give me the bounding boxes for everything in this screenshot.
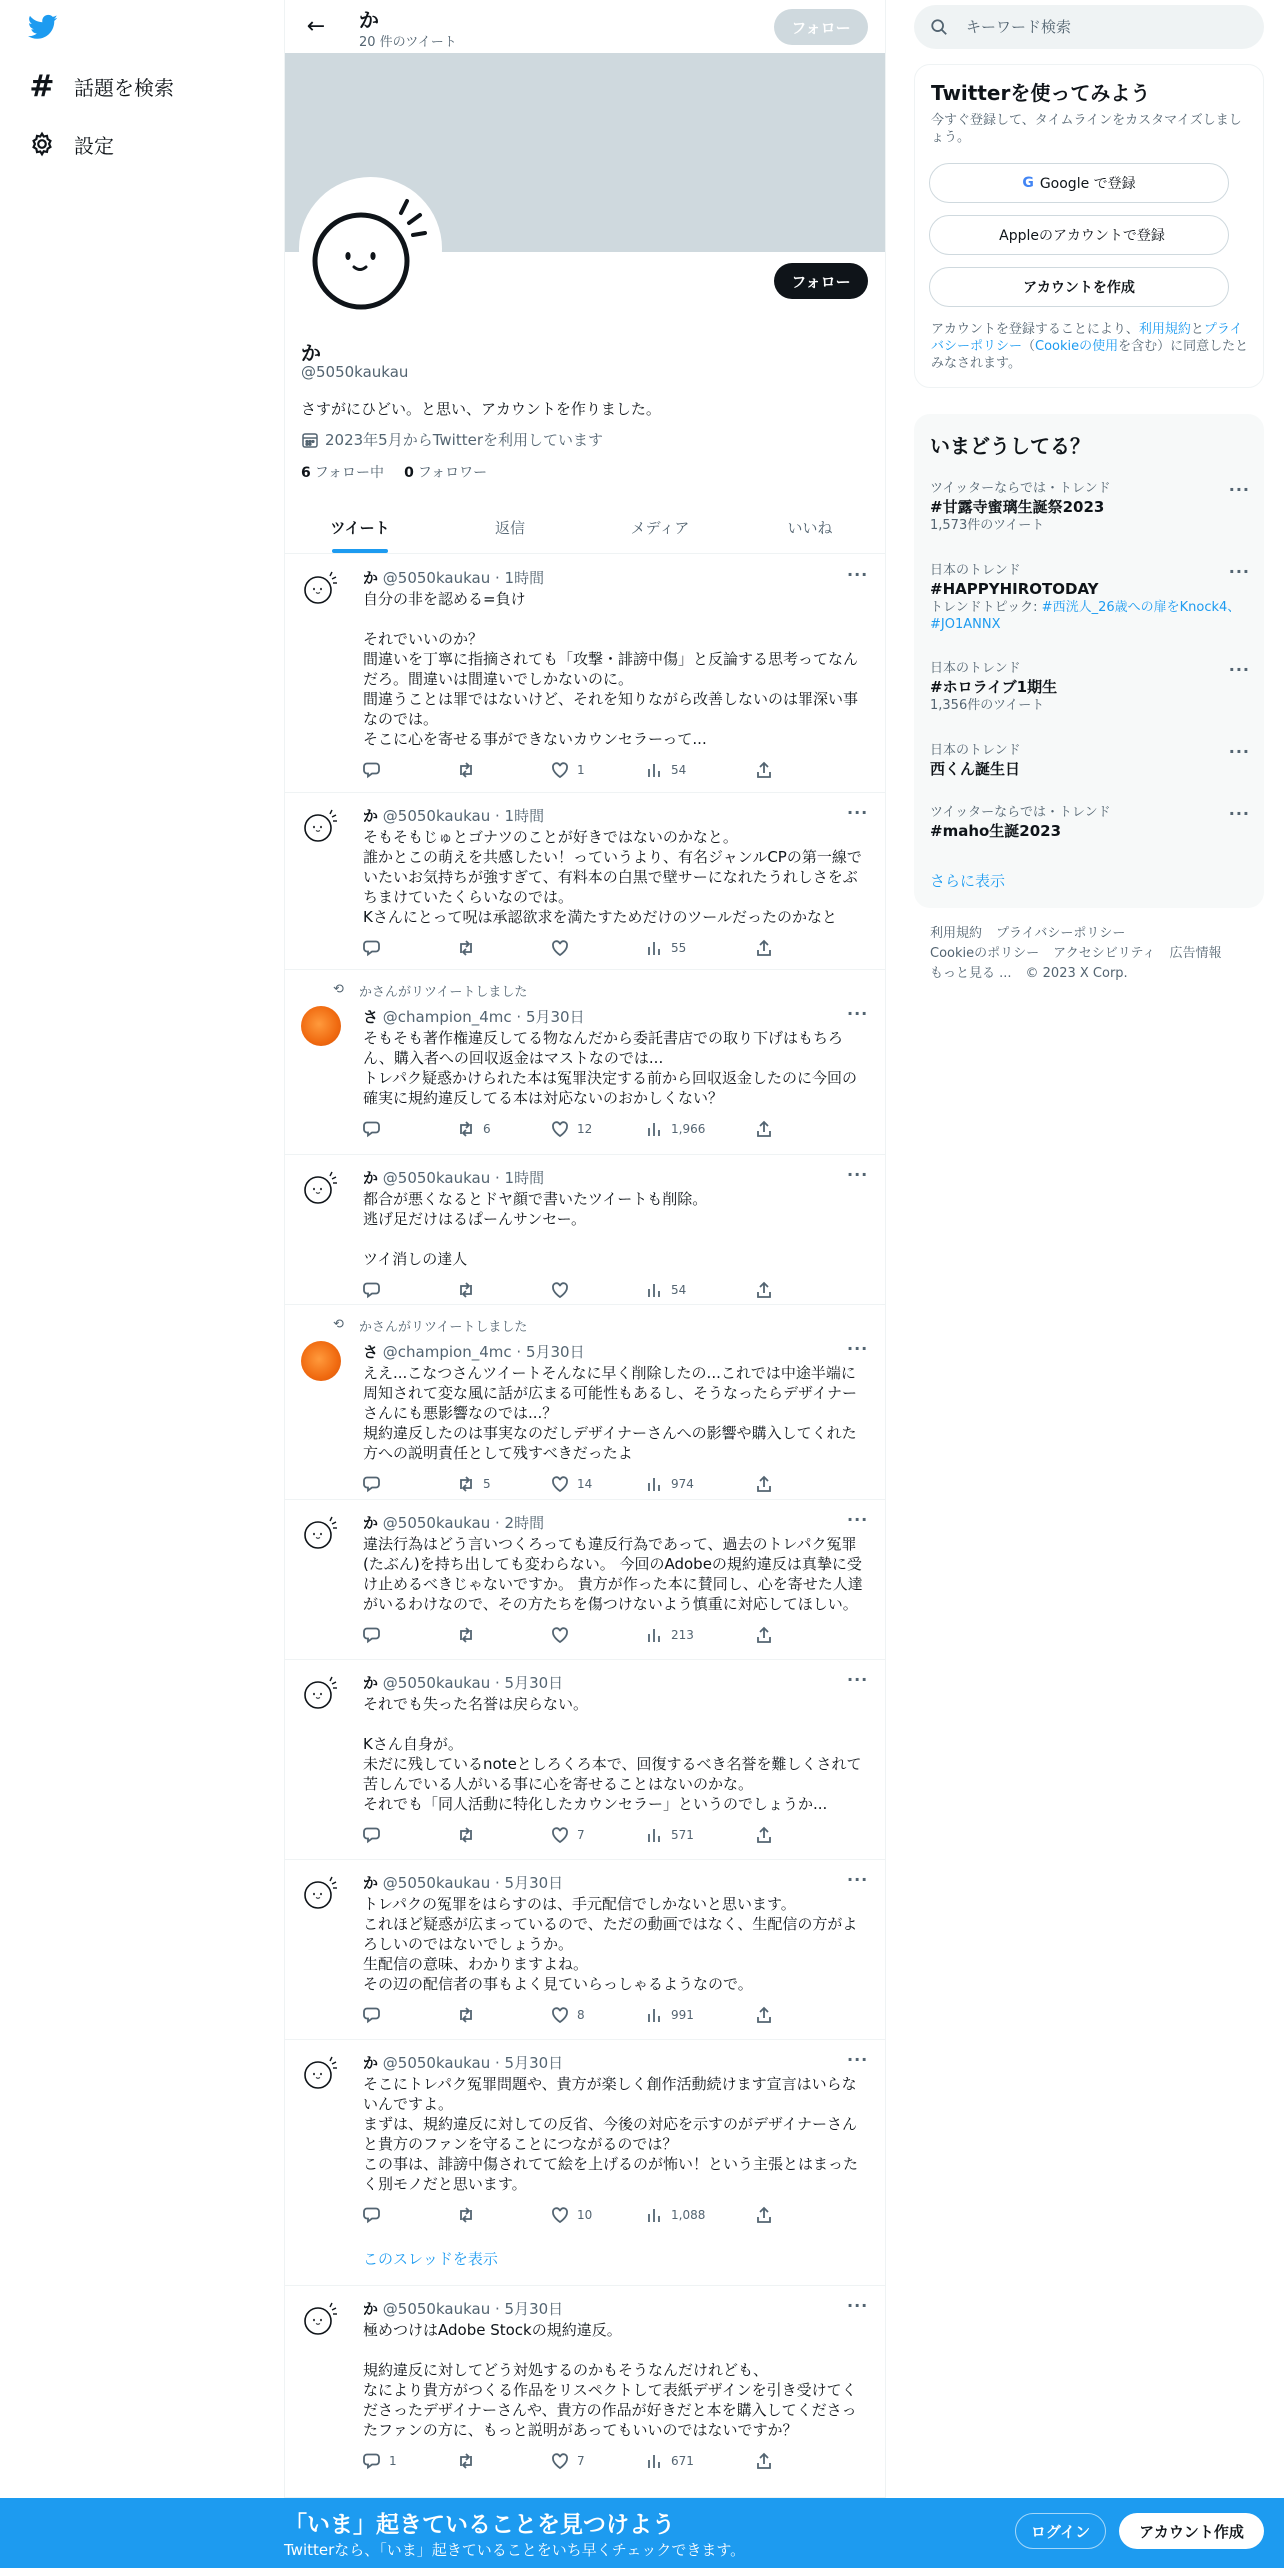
views-button[interactable] (645, 2452, 694, 2470)
retweet-icon (457, 2452, 475, 2470)
tweet-time[interactable]: 5月30日 (504, 2300, 564, 2318)
apple-signup-button[interactable]: Appleのアカウントで登録 (929, 215, 1229, 255)
heart-button[interactable] (551, 2206, 592, 2224)
header-name: か (359, 8, 379, 32)
trend-item[interactable]: 日本のトレンド #ホロライブ1期生 1,356件のツイート ··· (930, 660, 1250, 713)
heart-icon (551, 1626, 569, 1644)
retweeted-by: かさんがリツイートしました (359, 985, 528, 1000)
signup-title: Twitterを使ってみよう (931, 81, 1151, 105)
profile-handle: @5050kaukau (301, 363, 409, 381)
views-button[interactable] (645, 939, 686, 957)
login-button[interactable]: ログイン (1015, 2513, 1106, 2549)
views-icon (645, 761, 663, 779)
search-box[interactable] (914, 5, 1264, 49)
retweeted-by: かさんがリツイートしました (359, 1320, 528, 1335)
tweet-author-handle[interactable]: @5050kaukau (382, 1874, 491, 1892)
show-thread-link[interactable]: このスレッドを表示 (363, 2250, 498, 2268)
tweet-avatar[interactable] (301, 1341, 341, 1381)
tweet-text: そもそも著作権違反してる物なんだから委託書店での取り下げはもちろん、購入者への回収返金はマストなのでは... トレパク疑惑かけられた本は冤罪決定する前から回収返金したのに今回の確実に規約違反してる本は対応ないのおかしくない？ (363, 1029, 857, 1107)
twitter-logo-icon[interactable] (26, 12, 62, 44)
tweet-header: さ @champion_4mc · 5月30日 (363, 1008, 585, 1026)
share-button[interactable] (755, 1120, 781, 1138)
trends-title: いまどうしてる？ (930, 434, 1090, 458)
tweet[interactable] (285, 1155, 885, 1305)
heart-button[interactable] (551, 2006, 585, 2024)
views-count: 54 (671, 1283, 687, 1297)
tweet-text: トレパクの冤罪をはらすのは、手元配信でしかないと思います。 これほど疑惑が広まっているので、ただの動画ではなく、生配信の方がよろしいのではないでしょうか。 生配信の意味、わかりますよね。 その辺の配信者の事もよく見ていらっしゃるようなので。 (363, 1895, 858, 1993)
reply-icon (363, 2006, 381, 2024)
signup-legal: アカウントを登録することにより、利用規約とプライバシーポリシー（Cookieの使用を含む）に同意したとみなされます。 (931, 322, 1249, 371)
search-input[interactable] (966, 18, 1246, 36)
likes-count: 14 (577, 1477, 593, 1491)
trend-item[interactable]: ツイッターならでは・トレンド #甘露寺蜜璃生誕祭2023 1,573件のツイート ··· (930, 480, 1250, 533)
share-button[interactable] (755, 2206, 781, 2224)
footer-ads[interactable]: 広告情報 (1169, 946, 1222, 961)
search-icon (930, 18, 948, 36)
views-icon (645, 1281, 663, 1299)
trend-item[interactable]: 日本のトレンド 西くん誕生日 ··· (930, 742, 1250, 778)
retweet-icon (457, 1626, 475, 1644)
tweet[interactable] (285, 2040, 885, 2286)
retweet-button[interactable] (457, 1475, 491, 1493)
reply-button[interactable] (363, 1626, 389, 1644)
likes-count: 1 (577, 763, 585, 777)
views-count: 991 (671, 2008, 694, 2022)
calendar-icon (301, 431, 319, 449)
heart-button[interactable] (551, 1281, 577, 1299)
footer-privacy[interactable]: プライバシーポリシー (996, 926, 1126, 941)
retweet-icon (457, 1826, 475, 1844)
more-icon[interactable]: ··· (847, 1510, 869, 1529)
show-more-link[interactable]: さらに表示 (930, 872, 1006, 890)
share-button[interactable] (755, 2452, 781, 2470)
tweet-actions (363, 1281, 793, 1301)
retweet-icon (457, 2006, 475, 2024)
tweet-header: か @5050kaukau · 1時間 (363, 569, 545, 587)
reply-button[interactable] (363, 1826, 389, 1844)
views-button[interactable] (645, 761, 686, 779)
share-icon (755, 1281, 773, 1299)
retweet-icon: ⟲ (333, 982, 344, 997)
reply-icon (363, 761, 381, 779)
more-icon[interactable]: ··· (1228, 562, 1250, 581)
tweet-time[interactable]: 2時間 (504, 1514, 545, 1532)
profile-stats (301, 462, 487, 482)
signup-subtitle: 今すぐ登録して、タイムラインをカスタマイズしましょう。 (931, 113, 1242, 145)
profile-joined-text: 2023年5月からTwitterを利用しています (325, 431, 603, 449)
tweet-header: さ @champion_4mc · 5月30日 (363, 1343, 585, 1361)
tweet-header: か @5050kaukau · 5月30日 (363, 1674, 564, 1692)
views-icon (645, 939, 663, 957)
footer-accessibility[interactable]: アクセシビリティ (1053, 946, 1156, 961)
tweet[interactable] (285, 555, 885, 793)
tweet-actions (363, 1826, 793, 1846)
likes-count: 7 (577, 2454, 585, 2468)
reply-icon (363, 1281, 381, 1299)
reply-icon (363, 1120, 381, 1138)
reply-button[interactable] (363, 1120, 389, 1138)
share-icon (755, 761, 773, 779)
follow-button[interactable]: フォロー (774, 263, 868, 299)
tweet-header: か @5050kaukau · 5月30日 (363, 2300, 564, 2318)
retweet-button[interactable] (457, 2452, 483, 2470)
tweet-actions (363, 1475, 793, 1495)
footer-more[interactable]: もっと見る ... (930, 966, 1012, 981)
tweet-text: そもそもじゅとゴナツのことが好きではないのかなと。 誰かとこの萌えを共感したい！っていうより、有名ジャンルCPの第一線でいたいお気持ちが強すぎて、有料本の白黒で壁サーになれたうれしさをぶちまけていたくらいなのでは。 Kさんにとって呪は承認欲求を満たすためだけのツールだったのかなと (363, 828, 862, 926)
google-signup-button[interactable]: G Google で登録 (929, 163, 1229, 203)
tweet-header: か @5050kaukau · 2時間 (363, 1514, 545, 1532)
trend-item[interactable]: 日本のトレンド #HAPPYHIROTODAY トレンドトピック: #西洸人_26歳への扉をKnock4、#JO1ANNX ··· (930, 562, 1250, 632)
heart-icon (551, 2006, 569, 2024)
signup-card (914, 64, 1264, 388)
views-button[interactable] (645, 2006, 694, 2024)
tweet-author-handle[interactable]: @5050kaukau (382, 807, 491, 825)
terms-link[interactable]: 利用規約 (1138, 322, 1191, 337)
gear-icon (26, 128, 58, 160)
tweet-time[interactable]: 5月30日 (504, 2054, 564, 2072)
retweet-icon (457, 939, 475, 957)
tweet-header: か @5050kaukau · 5月30日 (363, 2054, 564, 2072)
heart-icon (551, 939, 569, 957)
tweet-author-handle[interactable]: @5050kaukau (382, 2054, 491, 2072)
privacy-link[interactable]: プライバシーポリシー (931, 322, 1243, 354)
more-icon[interactable]: ··· (1228, 804, 1250, 823)
heart-icon (551, 2452, 569, 2470)
reply-button[interactable] (363, 939, 389, 957)
nav-settings-label: 設定 (74, 133, 114, 158)
share-button[interactable] (755, 2006, 781, 2024)
more-icon[interactable]: ··· (847, 565, 869, 584)
tweet-avatar[interactable] (301, 1512, 341, 1552)
tweet-author-name[interactable]: か (363, 807, 379, 825)
heart-button[interactable] (551, 1120, 592, 1138)
bottom-bar-subtitle: Twitterなら、「いま」起きていることをいち早くチェックできます。 (284, 2541, 746, 2559)
retweets-count: 6 (483, 1122, 491, 1136)
tweet-author-name[interactable]: か (363, 1169, 379, 1187)
tweet-text: 極めつけはAdobe Stockの規約違反。 規約違反に対してどう対処するのかもそうなんだけれども、 なにより貴方がつくる作品をリスペクトして表紙デザインを引き受けてくださったデザイナーさんや、貴方の作品が好きだと本を購入してくださったファンの方に、もっと説明があってもいいのではないですか？ (363, 2321, 857, 2439)
trend-topic-links[interactable]: #西洸人_26歳への扉をKnock4、#JO1ANNX (930, 600, 1241, 632)
heart-button[interactable] (551, 761, 585, 779)
tweet-time[interactable]: 5月30日 (525, 1008, 585, 1026)
tweet-text: それでも失った名誉は戻らない。 Kさん自身が。 未だに残しているnoteとしろくろ本で、回復するべき名誉を難しくされて苦しんでいる人がいる事に心を寄せることはないのかな。 それでも「同人活動に特化したカウンセラー」というのでしょうか... (363, 1695, 862, 1813)
more-icon[interactable]: ··· (847, 1670, 869, 1689)
tweet-author-handle[interactable]: @5050kaukau (382, 1514, 491, 1532)
more-icon[interactable]: ··· (847, 2296, 869, 2315)
tweet-time[interactable]: 5月30日 (504, 1874, 564, 1892)
heart-icon (551, 1826, 569, 1844)
tweet-avatar[interactable] (301, 1872, 341, 1912)
back-arrow-icon[interactable]: ← (306, 14, 326, 39)
views-icon (645, 1120, 663, 1138)
tweet-actions (363, 939, 793, 959)
share-button[interactable] (755, 1281, 781, 1299)
retweet-button[interactable] (457, 1626, 483, 1644)
heart-icon (551, 1475, 569, 1493)
doodle-face-icon (303, 181, 438, 316)
nav-explore[interactable] (26, 68, 174, 104)
tweet-avatar[interactable] (301, 567, 341, 607)
tweet-time[interactable]: 1時間 (504, 807, 545, 825)
reply-button[interactable] (363, 761, 389, 779)
following-link[interactable]: 6 フォロー中 (301, 465, 385, 481)
signup-button[interactable]: アカウント作成 (1119, 2513, 1264, 2549)
profile-header-bar (285, 0, 885, 53)
retweet-icon (457, 1281, 475, 1299)
signup-bottom-bar (0, 2498, 1284, 2568)
views-icon (645, 1826, 663, 1844)
tweet-time[interactable]: 1時間 (504, 569, 545, 587)
tweet-text: 自分の非を認める=負け それでいいのか？ 間違いを丁寧に指摘されても「攻撃・誹謗中傷」と反論する思考ってなんだろ。間違いは間違いでしかないのに。 間違うことは罪ではないけど、それを知りながら改善しないのは罪深い事なのでは。 そこに心を寄せる事ができないカウンセラーって... (363, 590, 859, 748)
profile-column (284, 0, 886, 2498)
retweet-button[interactable] (457, 939, 483, 957)
likes-count: 8 (577, 2008, 585, 2022)
tweet-actions (363, 2452, 793, 2472)
tweet-author-name[interactable]: さ (363, 1343, 379, 1361)
views-button[interactable] (645, 1626, 694, 1644)
profile-avatar[interactable] (299, 177, 442, 320)
share-icon (755, 1626, 773, 1644)
tweet-author-name[interactable]: か (363, 1674, 379, 1692)
retweet-icon (457, 2206, 475, 2224)
tweet-text: 違法行為はどう言いつくろっても違反行為であって、過去のトレパク冤罪(たぶん)を持ち出しても変わらない。 今回のAdobeの規約違反は真摯に受け止めるべきじゃないですか。 貴方が作った本に賛同し、心を寄せた人達がいるわけなので、その方たちを傷つけないよう慎重に対応してほしい。 (363, 1535, 863, 1613)
more-icon[interactable]: ··· (847, 803, 869, 822)
reply-icon (363, 2206, 381, 2224)
views-count: 1,966 (671, 1122, 706, 1136)
views-button[interactable] (645, 1826, 694, 1844)
tweet-actions (363, 2206, 793, 2226)
tweet[interactable] (285, 1500, 885, 1660)
tweet[interactable] (285, 970, 885, 1155)
tweet[interactable] (285, 1860, 885, 2040)
reply-icon (363, 939, 381, 957)
views-count: 55 (671, 941, 687, 955)
views-button[interactable] (645, 1120, 705, 1138)
tab-media[interactable]: メディア (630, 518, 690, 537)
retweet-button[interactable] (457, 1120, 491, 1138)
views-icon (645, 2006, 663, 2024)
heart-button[interactable] (551, 1475, 592, 1493)
share-button[interactable] (755, 761, 781, 779)
retweet-button[interactable] (457, 2206, 483, 2224)
heart-button[interactable] (551, 1626, 577, 1644)
tweet[interactable] (285, 793, 885, 970)
replies-count: 1 (389, 2454, 397, 2468)
tweet-author-handle[interactable]: @5050kaukau (382, 2300, 491, 2318)
tab-likes[interactable]: いいね (787, 518, 833, 537)
reply-button[interactable] (363, 2452, 397, 2470)
profile-joined (301, 429, 603, 450)
retweet-button[interactable] (457, 1826, 483, 1844)
footer-cookie[interactable]: Cookieのポリシー (930, 946, 1040, 961)
retweet-icon: ⟲ (333, 1317, 344, 1332)
tweet-author-name[interactable]: か (363, 1514, 379, 1532)
header-follow-button[interactable]: フォロー (774, 9, 868, 45)
retweet-button[interactable] (457, 2006, 483, 2024)
views-button[interactable] (645, 1281, 686, 1299)
tweet-author-name[interactable]: か (363, 2300, 379, 2318)
share-icon (755, 2206, 773, 2224)
more-icon[interactable]: ··· (847, 1165, 869, 1184)
tab-tweets[interactable]: ツイート (285, 501, 435, 553)
bottom-bar-title: 「いま」起きていることを見つけよう (284, 2512, 675, 2538)
heart-icon (551, 761, 569, 779)
share-button[interactable] (755, 939, 781, 957)
tweet-actions (363, 1120, 793, 1140)
share-icon (755, 1826, 773, 1844)
likes-count: 12 (577, 1122, 593, 1136)
tweet-header: か @5050kaukau · 1時間 (363, 1169, 545, 1187)
more-icon[interactable]: ··· (1228, 660, 1250, 679)
tweet-avatar[interactable] (301, 2052, 341, 2092)
reply-button[interactable] (363, 2206, 389, 2224)
views-count: 54 (671, 763, 687, 777)
more-icon[interactable]: ··· (847, 1870, 869, 1889)
followers-link[interactable]: 0 フォロワー (404, 465, 488, 481)
footer-terms[interactable]: 利用規約 (930, 926, 983, 941)
more-icon[interactable]: ··· (847, 2050, 869, 2069)
views-icon (645, 2452, 663, 2470)
tweet-author-handle[interactable]: @5050kaukau (382, 1169, 491, 1187)
retweet-icon (457, 1120, 475, 1138)
views-count: 974 (671, 1477, 694, 1491)
reply-button[interactable] (363, 1281, 389, 1299)
share-button[interactable] (755, 1475, 781, 1493)
tweet-author-name[interactable]: か (363, 1874, 379, 1892)
left-nav (0, 0, 284, 2568)
tweet-author-handle[interactable]: @5050kaukau (382, 1674, 491, 1692)
cookie-link[interactable]: Cookieの使用 (1035, 339, 1119, 354)
header-tweet-count: 20 件のツイート (359, 35, 457, 50)
tweet-avatar[interactable] (301, 1672, 341, 1712)
retweet-icon (457, 1475, 475, 1493)
retweet-button[interactable] (457, 761, 483, 779)
views-button[interactable] (645, 2206, 705, 2224)
footer-links (930, 924, 1260, 984)
profile-tabs (285, 501, 885, 554)
tweet-avatar[interactable] (301, 1006, 341, 1046)
tab-replies[interactable]: 返信 (494, 518, 525, 537)
create-account-button[interactable]: アカウントを作成 (929, 267, 1229, 307)
nav-settings[interactable] (26, 126, 114, 162)
reply-button[interactable] (363, 1475, 389, 1493)
retweet-button[interactable] (457, 1281, 483, 1299)
tweet-avatar[interactable] (301, 2298, 341, 2338)
tweet-avatar[interactable] (301, 805, 341, 845)
heart-icon (551, 1120, 569, 1138)
views-icon (645, 2206, 663, 2224)
retweets-count: 5 (483, 1477, 491, 1491)
share-icon (755, 2452, 773, 2470)
tweet-header: か @5050kaukau · 1時間 (363, 807, 545, 825)
trends-card (914, 414, 1264, 908)
share-icon (755, 1475, 773, 1493)
tweet-text: ええ...こなつさんツイートそんなに早く削除したの...これでは中途半端に周知されて変な風に話が広まる可能性もあるし、そうなったらデザイナーさんにも悪影響なのでは...？ 規約違反したのは事実なのだしデザイナーさんへの影響や購入してくれた方への説明責任として残すべきだったよ (363, 1364, 857, 1462)
likes-count: 10 (577, 2208, 593, 2222)
heart-button[interactable] (551, 1826, 585, 1844)
more-icon[interactable]: ··· (1228, 742, 1250, 761)
tweet-author-name[interactable]: さ (363, 1008, 379, 1026)
tweet[interactable] (285, 1660, 885, 1860)
views-count: 571 (671, 1828, 694, 1842)
tweet-author-handle[interactable]: @champion_4mc (382, 1343, 512, 1361)
share-icon (755, 939, 773, 957)
google-icon: G (1022, 175, 1034, 191)
heart-button[interactable] (551, 2452, 585, 2470)
views-count: 671 (671, 2454, 694, 2468)
tweet-text: そこにトレパク冤罪問題や、貴方が楽しく創作活動続けます宣言はいらないんですよ。 まずは、規約違反に対しての反省、今後の対応を示すのがデザイナーさんと貴方のファンを守ることにつながるのでは？ この事は、誹謗中傷されてて絵を上げるのが怖い！という主張とはまったく別モノだと思います。 (363, 2075, 859, 2193)
tweet-actions (363, 1626, 793, 1646)
tweet-text: 都合が悪くなるとドヤ顔で書いたツイートも削除。 逃げ足だけはるぱーんサンセー。 ツイ消しの達人 (363, 1190, 708, 1268)
tweet[interactable] (285, 2286, 885, 2498)
more-icon[interactable]: ··· (847, 1004, 869, 1023)
views-count: 1,088 (671, 2208, 706, 2222)
tweet-header: か @5050kaukau · 5月30日 (363, 1874, 564, 1892)
tweet-avatar[interactable] (301, 1167, 341, 1207)
reply-icon (363, 2452, 381, 2470)
tweet-time[interactable]: 1時間 (504, 1169, 545, 1187)
more-icon[interactable]: ··· (847, 1339, 869, 1358)
tweet-author-handle[interactable]: @champion_4mc (382, 1008, 512, 1026)
reply-icon (363, 1626, 381, 1644)
tweet-actions (363, 2006, 793, 2026)
more-icon[interactable]: ··· (1228, 480, 1250, 499)
nav-explore-label: 話題を検索 (74, 75, 174, 100)
tweet-author-handle[interactable]: @5050kaukau (382, 569, 491, 587)
tweet-author-name[interactable]: か (363, 569, 379, 587)
profile-bio: さすがにひどい。と思い、アカウントを作りました。 (301, 400, 661, 418)
heart-icon (551, 2206, 569, 2224)
retweet-icon (457, 761, 475, 779)
views-button[interactable] (645, 1475, 694, 1493)
share-button[interactable] (755, 1626, 781, 1644)
share-icon (755, 2006, 773, 2024)
heart-icon (551, 1281, 569, 1299)
likes-count: 7 (577, 1828, 585, 1842)
reply-icon (363, 1475, 381, 1493)
tweet[interactable] (285, 1305, 885, 1500)
profile-name: か (301, 341, 321, 365)
tweet-actions (363, 761, 793, 781)
views-count: 213 (671, 1628, 694, 1642)
views-icon (645, 1475, 663, 1493)
tweet-author-name[interactable]: か (363, 2054, 379, 2072)
tweet-time[interactable]: 5月30日 (504, 1674, 564, 1692)
share-icon (755, 1120, 773, 1138)
reply-button[interactable] (363, 2006, 389, 2024)
heart-button[interactable] (551, 939, 577, 957)
tweet-time[interactable]: 5月30日 (525, 1343, 585, 1361)
footer-copyright: © 2023 X Corp. (1025, 966, 1128, 981)
trend-item[interactable]: ツイッターならでは・トレンド #maho生誕2023 ··· (930, 804, 1250, 840)
share-button[interactable] (755, 1826, 781, 1844)
hashtag-icon: # (29, 68, 55, 104)
views-icon (645, 1626, 663, 1644)
reply-icon (363, 1826, 381, 1844)
